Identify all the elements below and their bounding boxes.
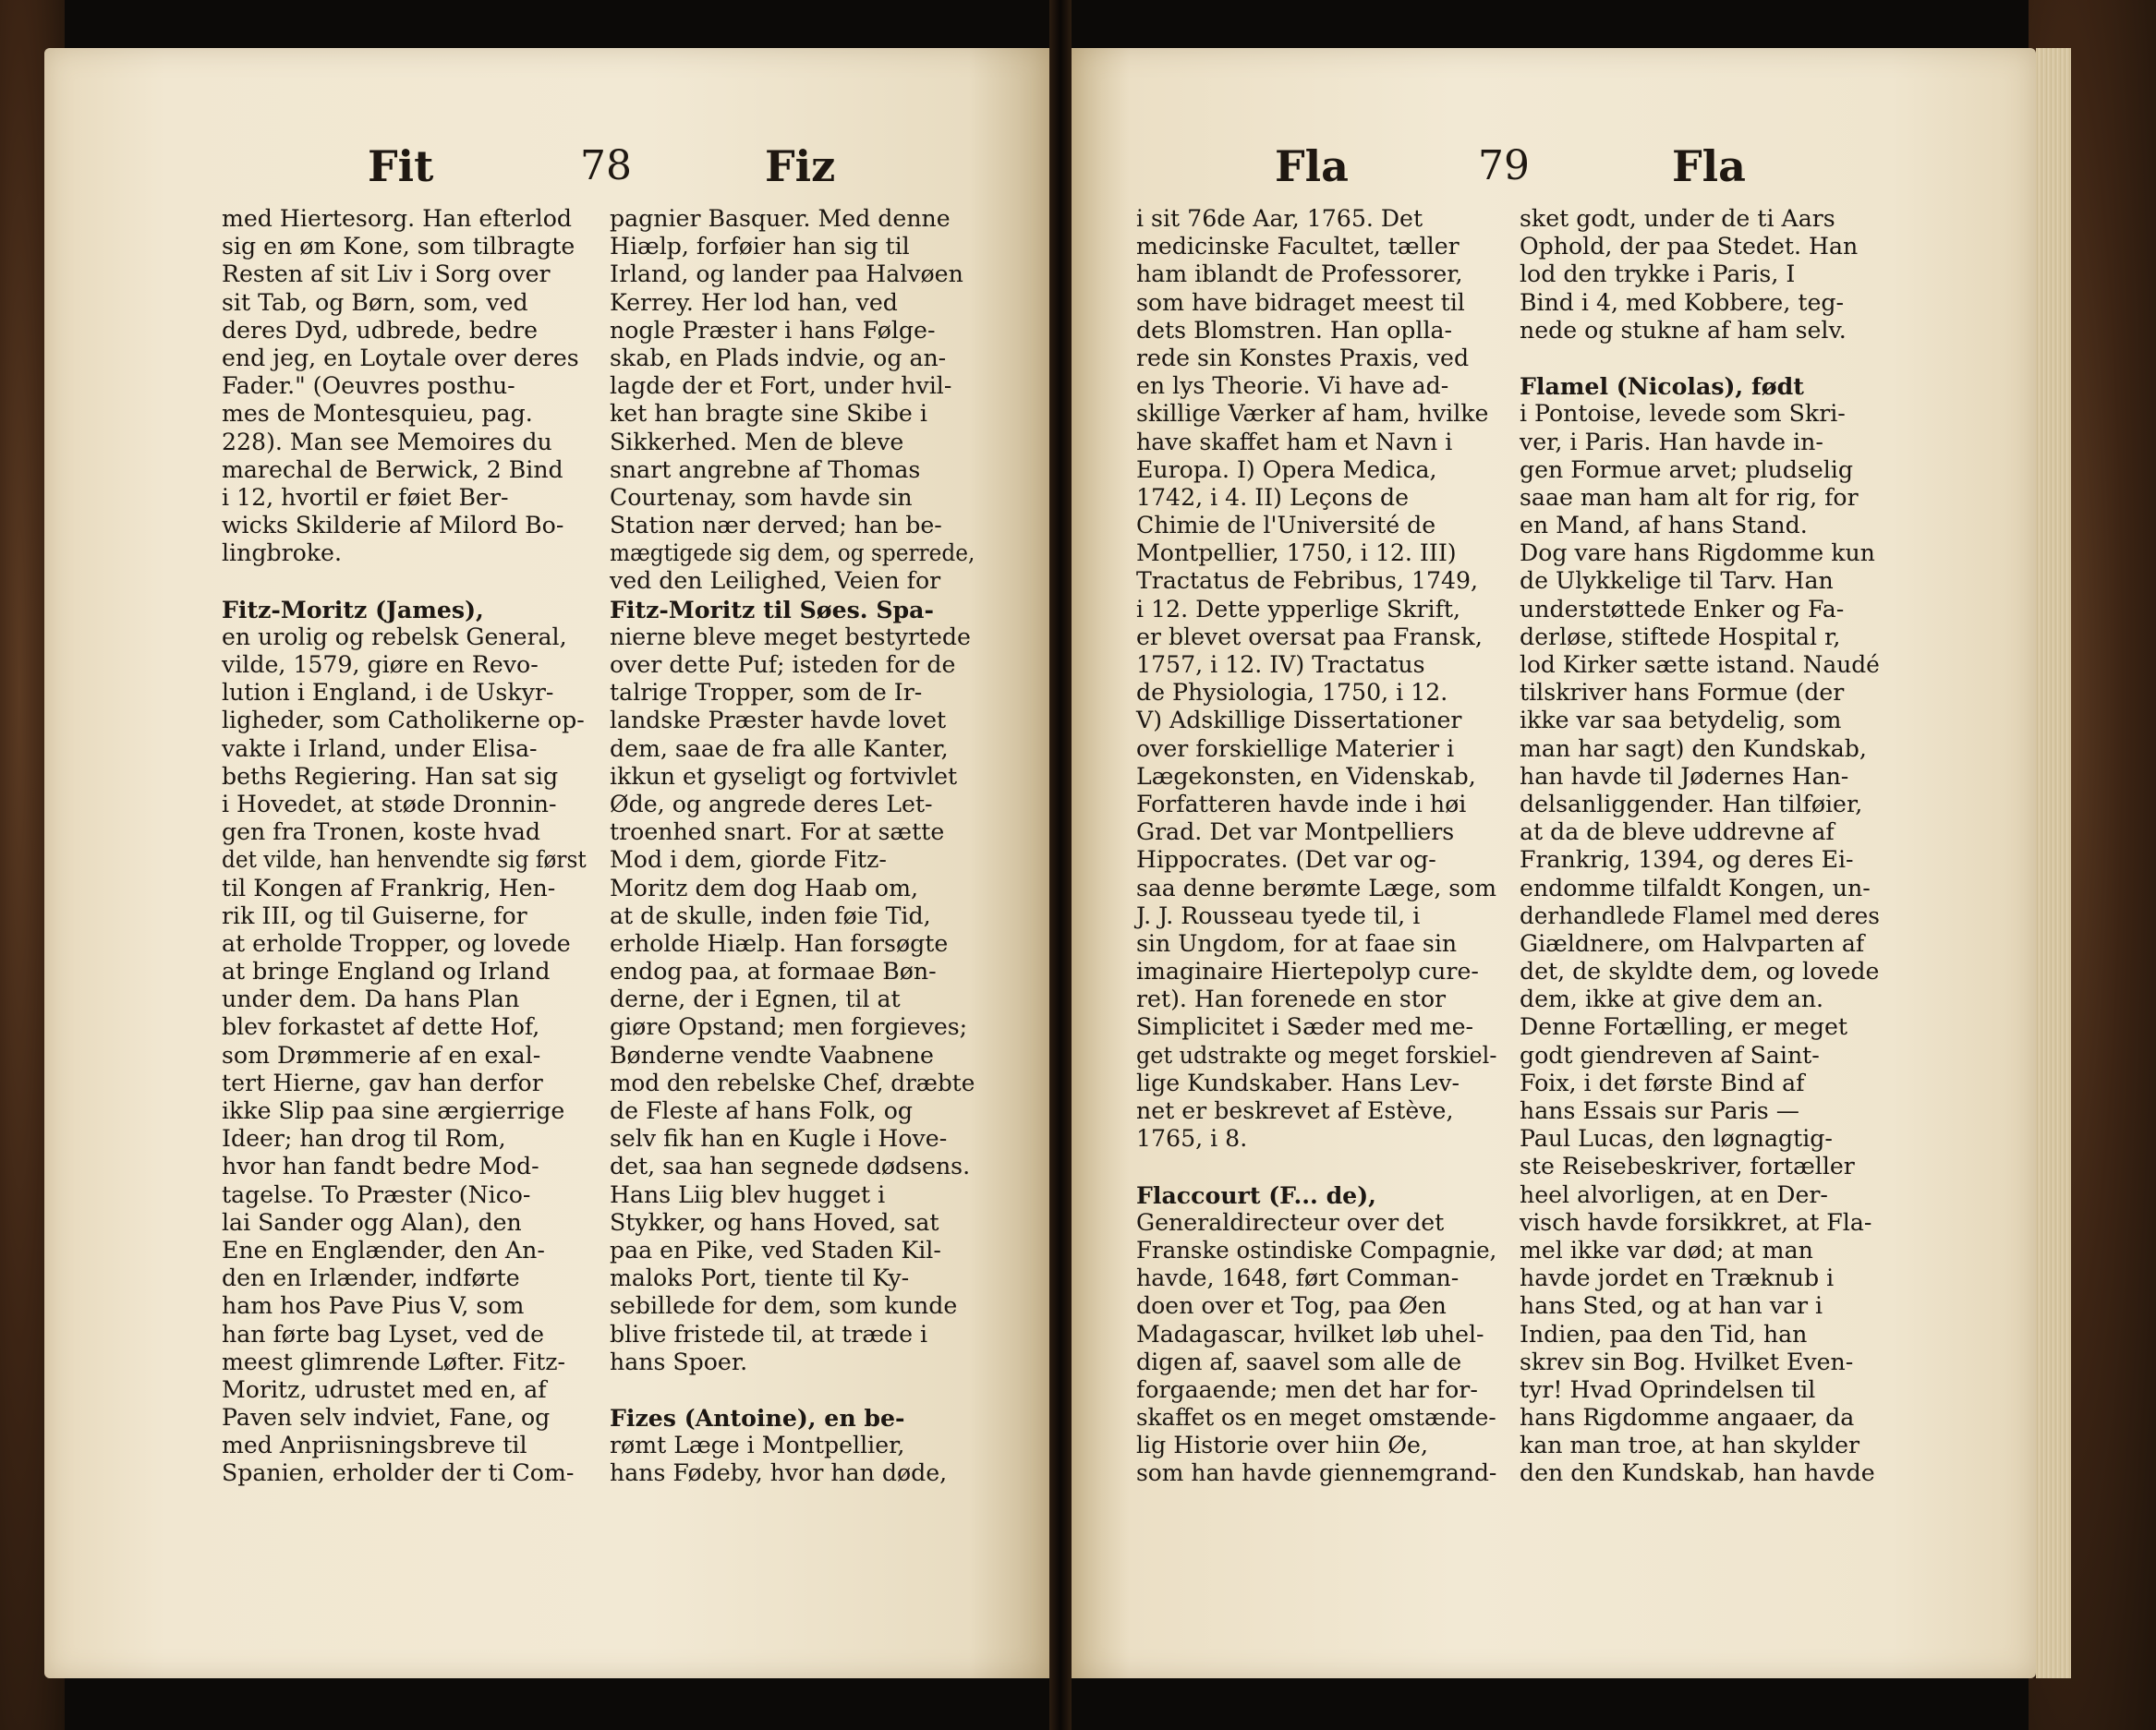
text-line: nede og stukne af ham selv. [1520, 316, 1847, 344]
text-line: Hiælp, forføier han sig til [610, 233, 910, 260]
text-line: havde, 1648, ført Comman- [1136, 1264, 1460, 1292]
text-line: som have bidraget meest til [1136, 288, 1465, 316]
text-line: som han havde giennemgrand- [1136, 1459, 1497, 1487]
text-line: rømt Læge i Montpellier, [610, 1432, 905, 1459]
right-header-guideword-right: Fla [1672, 141, 1746, 191]
text-line: Dog vare hans Rigdomme kun [1520, 539, 1875, 567]
text-line: derhandlede Flamel med deres [1520, 901, 1880, 929]
text-line: Flamel (Nicolas), født [1520, 372, 1804, 401]
text-line: snart angrebne af Thomas [610, 455, 921, 483]
text-line: Sikkerhed. Men de bleve [610, 428, 904, 455]
text-line: saae man ham alt for rig, for [1520, 483, 1859, 511]
text-line: ham iblandt de Professorer, [1136, 260, 1463, 288]
text-line: mel ikke var død; at man [1520, 1236, 1813, 1264]
text-line: det, de skyldte dem, og lovede [1520, 958, 1880, 986]
text-line: til Kongen af Frankrig, Hen- [222, 874, 556, 901]
text-line: at da de bleve uddrevne af [1520, 818, 1835, 846]
text-line: lution i England, i de Uskyr- [222, 679, 554, 707]
page-block-edge [2036, 48, 2071, 1678]
text-line: Station nær derved; han be- [610, 512, 942, 539]
text-line: i Hovedet, at støde Dronnin- [222, 790, 557, 817]
text-line: skab, en Plads indvie, og an- [610, 344, 947, 371]
text-line: Chimie de l'Université de [1136, 512, 1436, 539]
text-line: Montpellier, 1750, i 12. III) [1136, 539, 1457, 567]
text-line: Paven selv indviet, Fane, og [222, 1404, 551, 1432]
text-line: beths Regiering. Han sat sig [222, 762, 559, 790]
text-line: Generaldirecteur over det [1136, 1208, 1445, 1236]
text-line: V) Adskillige Dissertationer [1136, 707, 1462, 734]
paragraph-gap [222, 567, 587, 595]
text-line: end jeg, en Loytale over deres [222, 344, 579, 371]
text-line: 1742, i 4. II) Leçons de [1136, 483, 1410, 511]
text-line: den en Irlænder, indførte [222, 1264, 520, 1292]
text-line: nogle Præster i hans Følge- [610, 316, 936, 344]
text-line: godt giendreven af Saint- [1520, 1041, 1820, 1069]
text-line: de Fleste af hans Folk, og [610, 1097, 914, 1124]
text-line: hans Rigdomme angaaer, da [1520, 1404, 1855, 1432]
text-line: hans Essais sur Paris — [1520, 1097, 1799, 1124]
left-page-column-2 [610, 205, 975, 1488]
text-line: Giældnere, om Halvparten af [1520, 929, 1865, 957]
text-line: skrev sin Bog. Hvilket Even- [1520, 1348, 1854, 1375]
text-line: ikke Slip paa sine ærgierrige [222, 1097, 565, 1124]
text-line: lagde der et Fort, under hvil- [610, 372, 952, 400]
text-line: tilskriver hans Formue (der [1520, 679, 1845, 707]
text-line: at erholde Tropper, og lovede [222, 929, 571, 957]
text-line: medicinske Facultet, tæller [1136, 233, 1460, 260]
text-line: 228). Man see Memoires du [222, 428, 552, 455]
text-line: understøttede Enker og Fa- [1520, 595, 1845, 623]
text-line: over dette Puf; isteden for de [610, 651, 956, 678]
text-line: rik III, og til Guiserne, for [222, 901, 527, 929]
text-line: erholde Hiælp. Han forsøgte [610, 929, 949, 957]
text-line: mes de Montesquieu, pag. [222, 400, 533, 428]
left-page-number: 78 [580, 142, 632, 189]
right-page-column-2 [1520, 205, 1880, 1488]
text-line: han havde til Jødernes Han- [1520, 762, 1849, 790]
text-line: Grad. Det var Montpelliers [1136, 818, 1455, 846]
text-line: hans Fødeby, hvor han døde, [610, 1459, 948, 1487]
text-line: J. J. Rousseau tyede til, i [1136, 901, 1421, 929]
text-line: meest glimrende Løfter. Fitz- [222, 1348, 566, 1375]
text-line: Courtenay, som havde sin [610, 483, 913, 511]
text-line: ste Reisebeskriver, fortæller [1520, 1153, 1855, 1180]
text-line: at de skulle, inden føie Tid, [610, 901, 931, 929]
text-line: vilde, 1579, giøre en Revo- [222, 651, 539, 678]
text-line: ham hos Pave Pius V, som [222, 1292, 525, 1320]
text-line: kan man troe, at han skylder [1520, 1432, 1860, 1459]
text-line: blev forkastet af dette Hof, [222, 1013, 540, 1041]
text-line: Paul Lucas, den løgnagtig- [1520, 1125, 1833, 1153]
text-line: de Ulykkelige til Tarv. Han [1520, 567, 1834, 595]
text-line: under dem. Da hans Plan [222, 986, 520, 1013]
text-line: giøre Opstand; men forgieves; [610, 1013, 968, 1041]
text-line: Kerrey. Her lod han, ved [610, 288, 898, 316]
text-line: landske Præster havde lovet [610, 707, 947, 734]
text-line: doen over et Tog, paa Øen [1136, 1292, 1447, 1320]
text-line: i 12. Dette ypperlige Skrift, [1136, 595, 1461, 623]
text-line: Tractatus de Febribus, 1749, [1136, 567, 1479, 595]
text-line: lai Sander ogg Alan), den [222, 1208, 522, 1236]
right-page-number: 79 [1478, 142, 1530, 189]
text-line: Ideer; han drog til Rom, [222, 1125, 506, 1153]
text-line: tert Hierne, gav han derfor [222, 1069, 543, 1096]
paragraph-gap [1520, 345, 1880, 372]
text-line: Europa. I) Opera Medica, [1136, 455, 1437, 483]
text-line: delsanliggender. Han tilføier, [1520, 790, 1863, 817]
text-line: Franske ostindiske Compagnie, [1136, 1236, 1497, 1264]
text-line: ikkun et gyseligt og fortvivlet [610, 762, 958, 790]
text-line: have skaffet ham et Navn i [1136, 428, 1453, 455]
text-line: paa en Pike, ved Staden Kil- [610, 1236, 941, 1264]
text-line: derne, der i Egnen, til at [610, 986, 901, 1013]
text-line: Mod i dem, giorde Fitz- [610, 846, 887, 874]
text-line: nierne bleve meget bestyrtede [610, 623, 971, 650]
text-line: endog paa, at formaae Bøn- [610, 958, 937, 986]
left-header-guideword-left: Fit [368, 141, 434, 191]
text-line: blive fristede til, at træde i [610, 1320, 928, 1348]
text-line: de Physiologia, 1750, i 12. [1136, 679, 1448, 707]
text-line: ikke var saa betydelig, som [1520, 707, 1842, 734]
text-line: talrige Tropper, som de Ir- [610, 679, 923, 707]
text-line: derløse, stiftede Hospital r, [1520, 623, 1841, 650]
text-line: over forskiellige Materier i [1136, 734, 1455, 762]
text-line: Spanien, erholder der ti Com- [222, 1459, 575, 1487]
text-line: er blevet oversat paa Fransk, [1136, 623, 1483, 650]
text-line: mod den rebelske Chef, dræbte [610, 1069, 975, 1096]
text-line: Indien, paa den Tid, han [1520, 1320, 1808, 1348]
text-line: endomme tilfaldt Kongen, un- [1520, 874, 1871, 901]
text-line: lig Historie over hiin Øe, [1136, 1432, 1428, 1459]
text-line: Denne Fortælling, er meget [1520, 1013, 1847, 1041]
text-line: heel alvorligen, at en Der- [1520, 1180, 1828, 1208]
left-page-header [44, 139, 1049, 194]
paragraph-gap [610, 1376, 975, 1404]
text-line: Frankrig, 1394, og deres Ei- [1520, 846, 1854, 874]
text-line: sin Ungdom, for at faae sin [1136, 929, 1458, 957]
text-line: maloks Port, tiente til Ky- [610, 1264, 910, 1292]
text-line: ket han bragte sine Skibe i [610, 400, 927, 428]
text-line: Madagascar, hvilket løb uhel- [1136, 1320, 1484, 1348]
text-line: den den Kundskab, han havde [1520, 1459, 1875, 1487]
right-page-header [1072, 139, 2036, 194]
text-line: som Drømmerie af en exal- [222, 1041, 541, 1069]
text-line: sebillede for dem, som kunde [610, 1292, 958, 1320]
text-line: i 12, hvortil er føiet Ber- [222, 483, 509, 511]
text-line: skaffet os en meget omstænde- [1136, 1404, 1496, 1432]
text-line: Hans Liig blev hugget i [610, 1180, 886, 1208]
left-header-guideword-right: Fiz [765, 141, 836, 191]
text-line: hans Sted, og at han var i [1520, 1292, 1823, 1320]
text-line: visch havde forsikkret, at Fla- [1520, 1208, 1872, 1236]
text-line: tagelse. To Præster (Nico- [222, 1180, 531, 1208]
text-line: det vilde, han henvendte sig først [222, 846, 587, 874]
text-line: selv fik han en Kugle i Hove- [610, 1125, 948, 1153]
text-line: ver, i Paris. Han havde in- [1520, 428, 1823, 455]
text-line: det, saa han segnede dødsens. [610, 1153, 971, 1180]
text-line: ret). Han forenede en stor [1136, 986, 1447, 1013]
text-line: man har sagt) den Kundskab, [1520, 734, 1867, 762]
text-line: saa denne berømte Læge, som [1136, 874, 1496, 901]
text-line: med Hiertesorg. Han efterlod [222, 205, 573, 232]
text-line: Bind i 4, med Kobbere, teg- [1520, 288, 1845, 316]
text-line: Fizes (Antoine), en be- [610, 1404, 905, 1433]
text-line: med Anpriisningsbreve til [222, 1432, 527, 1459]
text-line: en lys Theorie. Vi have ad- [1136, 372, 1449, 400]
text-line: Ene en Englænder, den An- [222, 1236, 545, 1264]
text-line: Fitz-Moritz til Søes. Spa- [610, 595, 934, 623]
text-line: pagnier Basquer. Med denne [610, 205, 951, 232]
text-line: gen fra Tronen, koste hvad [222, 818, 540, 846]
right-page-column-1 [1136, 205, 1496, 1488]
text-line: vakte i Irland, under Elisa- [222, 734, 538, 762]
text-line: sket godt, under de ti Aars [1520, 205, 1835, 232]
text-line: han førte bag Lyset, ved de [222, 1320, 545, 1348]
text-line: Ophold, der paa Stedet. Han [1520, 233, 1859, 260]
text-line: ved den Leilighed, Veien for [610, 567, 941, 595]
text-line: Moritz dem dog Haab om, [610, 874, 918, 901]
text-line: Lægekonsten, en Videnskab, [1136, 762, 1476, 790]
text-line: Forfatteren havde inde i høi [1136, 790, 1467, 817]
text-line: Fitz-Moritz (James), [222, 595, 484, 623]
text-line: 1757, i 12. IV) Tractatus [1136, 651, 1425, 678]
left-page-column-1 [222, 205, 587, 1488]
text-line: hans Spoer. [610, 1348, 748, 1375]
text-line: Foix, i det første Bind af [1520, 1069, 1805, 1096]
text-line: dem, saae de fra alle Kanter, [610, 734, 949, 762]
text-line: mægtigede sig dem, og sperrede, [610, 539, 975, 567]
text-line: dets Blomstren. Han oplla- [1136, 316, 1453, 344]
text-line: Fader." (Oeuvres posthu- [222, 372, 515, 400]
text-line: Hippocrates. (Det var og- [1136, 846, 1436, 874]
text-line: Resten af sit Liv i Sorg over [222, 260, 551, 288]
text-line: ligheder, som Catholikerne op- [222, 707, 585, 734]
text-line: deres Dyd, udbrede, bedre [222, 316, 539, 344]
text-line: lingbroke. [222, 539, 342, 567]
paragraph-gap [1136, 1153, 1496, 1180]
book-gutter [1049, 0, 1072, 1730]
text-line: get udstrakte og meget forskiel- [1136, 1041, 1497, 1069]
text-line: Moritz, udrustet med en, af [222, 1375, 547, 1403]
text-line: Stykker, og hans Hoved, sat [610, 1208, 939, 1236]
text-line: Simplicitet i Sæder med me- [1136, 1013, 1474, 1041]
text-line: 1765, i 8. [1136, 1125, 1248, 1153]
text-line: hvor han fandt bedre Mod- [222, 1153, 539, 1180]
text-line: sig en øm Kone, som tilbragte [222, 233, 575, 260]
text-line: i Pontoise, levede som Skri- [1520, 400, 1846, 428]
text-line: rede sin Konstes Praxis, ved [1136, 344, 1470, 371]
text-line: en Mand, af hans Stand. [1520, 512, 1808, 539]
right-header-guideword-left: Fla [1275, 141, 1349, 191]
text-line: marechal de Berwick, 2 Bind [222, 455, 563, 483]
text-line: tyr! Hvad Oprindelsen til [1520, 1375, 1816, 1403]
text-line: at bringe England og Irland [222, 958, 551, 986]
text-line: troenhed snart. For at sætte [610, 818, 945, 846]
text-line: Bønderne vendte Vaabnene [610, 1041, 934, 1069]
text-line: lod den trykke i Paris, I [1520, 260, 1796, 288]
text-line: sit Tab, og Børn, som, ved [222, 288, 528, 316]
text-line: i sit 76de Aar, 1765. Det [1136, 205, 1423, 232]
text-line: lige Kundskaber. Hans Lev- [1136, 1069, 1460, 1096]
text-line: Irland, og lander paa Halvøen [610, 260, 963, 288]
text-line: net er beskrevet af Estève, [1136, 1097, 1454, 1124]
text-line: skillige Værker af ham, hvilke [1136, 400, 1489, 428]
text-line: imaginaire Hiertepolyp cure- [1136, 958, 1479, 986]
text-line: wicks Skilderie af Milord Bo- [222, 512, 564, 539]
text-line: havde jordet en Træknub i [1520, 1264, 1835, 1292]
text-line: lod Kirker sætte istand. Naudé [1520, 651, 1880, 678]
text-line: Øde, og angrede deres Let- [610, 790, 933, 817]
text-line: digen af, saavel som alle de [1136, 1348, 1462, 1375]
text-line: forgaaende; men det har for- [1136, 1375, 1478, 1403]
text-line: Flaccourt (F... de), [1136, 1180, 1376, 1209]
text-line: dem, ikke at give dem an. [1520, 986, 1824, 1013]
text-line: gen Formue arvet; pludselig [1520, 455, 1853, 483]
text-line: en urolig og rebelsk General, [222, 623, 567, 650]
